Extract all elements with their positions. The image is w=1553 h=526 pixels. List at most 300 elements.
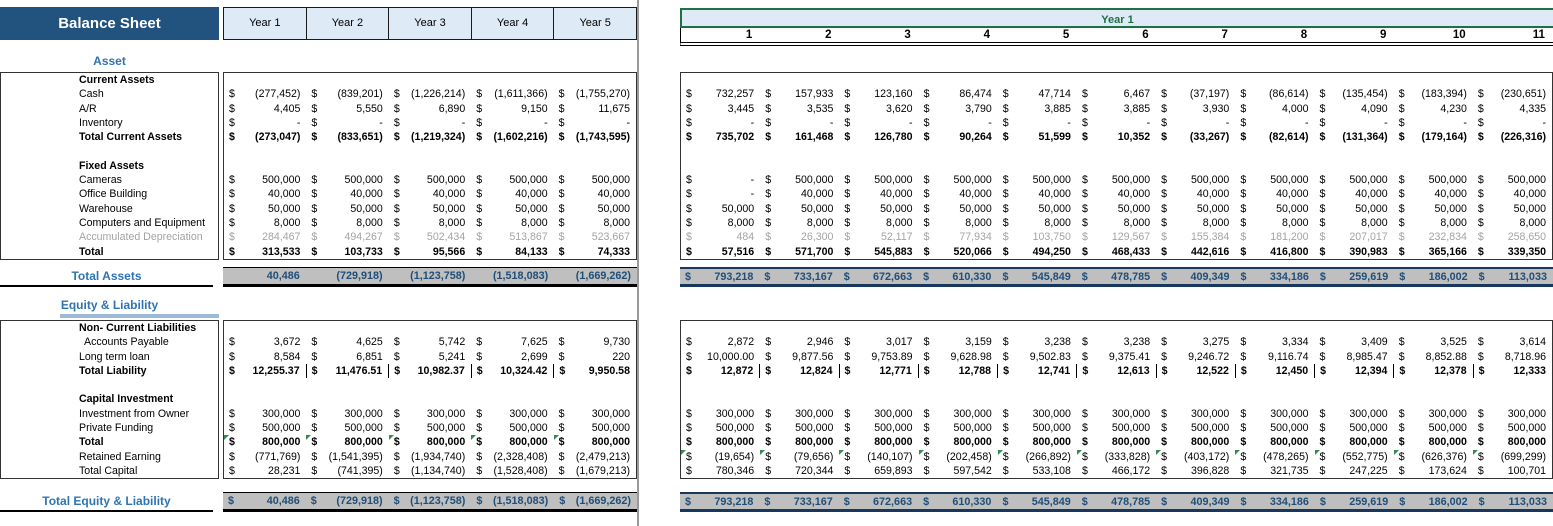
year-header-year-4[interactable]: Year 4 bbox=[472, 7, 555, 40]
cell[interactable] bbox=[1156, 245, 1235, 259]
cell[interactable] bbox=[998, 350, 1077, 364]
cell[interactable] bbox=[224, 421, 306, 435]
cell[interactable] bbox=[471, 102, 553, 116]
cell[interactable] bbox=[471, 350, 553, 364]
cell[interactable] bbox=[681, 464, 760, 478]
cell[interactable] bbox=[998, 245, 1077, 259]
cell[interactable] bbox=[1394, 335, 1473, 349]
cell[interactable] bbox=[389, 435, 471, 449]
total-cell[interactable] bbox=[1236, 494, 1315, 509]
cell[interactable] bbox=[1315, 407, 1394, 421]
cell[interactable] bbox=[1077, 364, 1156, 378]
cell[interactable] bbox=[1473, 173, 1552, 187]
cell[interactable] bbox=[760, 130, 839, 144]
total-cell[interactable] bbox=[223, 493, 306, 509]
cell[interactable] bbox=[1156, 202, 1235, 216]
row-label-private-funding[interactable]: Private Funding bbox=[79, 422, 154, 435]
cell[interactable] bbox=[224, 407, 306, 421]
cell[interactable] bbox=[1473, 335, 1552, 349]
cell[interactable] bbox=[760, 187, 839, 201]
cell[interactable] bbox=[839, 407, 918, 421]
cell[interactable] bbox=[224, 245, 306, 259]
total-cell[interactable] bbox=[1077, 494, 1156, 509]
month-header-9[interactable]: 9 bbox=[1379, 29, 1387, 41]
cell[interactable] bbox=[1235, 216, 1314, 230]
asset-section-heading[interactable]: Asset bbox=[93, 54, 126, 68]
cell[interactable] bbox=[1394, 87, 1473, 101]
cell[interactable] bbox=[1156, 421, 1235, 435]
cell[interactable] bbox=[760, 116, 839, 130]
cell[interactable] bbox=[1315, 364, 1394, 378]
cell[interactable] bbox=[760, 350, 839, 364]
cell[interactable] bbox=[1473, 187, 1552, 201]
cell[interactable] bbox=[389, 421, 471, 435]
cell[interactable] bbox=[554, 230, 636, 244]
cell[interactable] bbox=[1394, 435, 1473, 449]
row-label-total-liability[interactable]: Total Liability bbox=[79, 364, 147, 377]
month-header-2[interactable]: 2 bbox=[825, 29, 832, 41]
cell[interactable] bbox=[1394, 464, 1473, 478]
equity-section-heading[interactable]: Equity & Liability bbox=[60, 298, 159, 312]
month-header-11[interactable]: 11 bbox=[1532, 29, 1545, 41]
cell[interactable] bbox=[306, 407, 388, 421]
cell[interactable] bbox=[1156, 464, 1235, 478]
cell[interactable] bbox=[681, 421, 760, 435]
total-cell[interactable] bbox=[389, 268, 472, 284]
total-cell[interactable] bbox=[1077, 269, 1156, 284]
cell[interactable] bbox=[224, 173, 306, 187]
cell[interactable] bbox=[998, 335, 1077, 349]
cell[interactable] bbox=[839, 335, 918, 349]
cell[interactable] bbox=[760, 230, 839, 244]
year1-banner[interactable] bbox=[680, 8, 1553, 28]
cell[interactable] bbox=[1315, 230, 1394, 244]
cell[interactable] bbox=[1394, 202, 1473, 216]
cell[interactable] bbox=[839, 202, 918, 216]
cell[interactable] bbox=[919, 230, 998, 244]
month-header-3[interactable]: 3 bbox=[904, 29, 911, 41]
cell[interactable] bbox=[224, 435, 306, 449]
cell[interactable] bbox=[554, 421, 636, 435]
total-cell[interactable] bbox=[918, 269, 997, 284]
cell[interactable] bbox=[1157, 364, 1236, 378]
total-assets-label[interactable]: Total Assets bbox=[0, 267, 213, 287]
cell[interactable] bbox=[1235, 435, 1314, 449]
total-cell[interactable] bbox=[471, 493, 554, 509]
cell[interactable] bbox=[224, 464, 306, 478]
cell[interactable] bbox=[389, 87, 471, 101]
row-label-capital-investment[interactable]: Capital Investment bbox=[79, 393, 174, 406]
cell[interactable] bbox=[389, 187, 471, 201]
cell[interactable] bbox=[998, 116, 1077, 130]
cell[interactable] bbox=[306, 173, 388, 187]
cell[interactable] bbox=[1077, 116, 1156, 130]
row-label-computers-and-equipment[interactable]: Computers and Equipment bbox=[79, 216, 206, 229]
cell[interactable] bbox=[1077, 350, 1156, 364]
cell[interactable] bbox=[306, 230, 388, 244]
cell[interactable] bbox=[1235, 350, 1314, 364]
cell[interactable] bbox=[1315, 350, 1394, 364]
cell[interactable] bbox=[306, 335, 388, 349]
cell[interactable] bbox=[471, 116, 553, 130]
cell[interactable] bbox=[1235, 450, 1314, 464]
row-label-accumulated-depreciation[interactable]: Accumulated Depreciation bbox=[79, 231, 203, 244]
cell[interactable] bbox=[1315, 464, 1394, 478]
cell[interactable] bbox=[1315, 173, 1394, 187]
cell[interactable] bbox=[554, 364, 636, 378]
cell[interactable] bbox=[839, 87, 918, 101]
cell[interactable] bbox=[1077, 435, 1156, 449]
cell[interactable] bbox=[681, 102, 760, 116]
total-cell[interactable] bbox=[389, 493, 472, 509]
cell[interactable] bbox=[306, 245, 388, 259]
cell[interactable] bbox=[224, 350, 306, 364]
cell[interactable] bbox=[998, 421, 1077, 435]
cell[interactable] bbox=[1077, 407, 1156, 421]
cell[interactable] bbox=[1235, 335, 1314, 349]
cell[interactable] bbox=[839, 421, 918, 435]
row-label-total-capital[interactable]: Total Capital bbox=[79, 464, 138, 477]
cell[interactable] bbox=[306, 87, 388, 101]
total-cell[interactable] bbox=[1236, 269, 1315, 284]
cell[interactable] bbox=[681, 435, 760, 449]
cell[interactable] bbox=[1315, 202, 1394, 216]
month-header-6[interactable]: 6 bbox=[1142, 29, 1149, 41]
cell[interactable] bbox=[839, 173, 918, 187]
cell[interactable] bbox=[389, 450, 471, 464]
total-cell[interactable] bbox=[839, 494, 918, 509]
cell[interactable] bbox=[307, 364, 390, 378]
cell[interactable] bbox=[1077, 130, 1156, 144]
cell[interactable] bbox=[919, 464, 998, 478]
cell[interactable] bbox=[919, 202, 998, 216]
cell[interactable] bbox=[1394, 421, 1473, 435]
cell[interactable] bbox=[1235, 230, 1314, 244]
row-label-a-r[interactable]: A/R bbox=[79, 102, 97, 115]
cell[interactable] bbox=[224, 116, 306, 130]
cell[interactable] bbox=[554, 116, 636, 130]
cell[interactable] bbox=[681, 364, 760, 378]
cell[interactable] bbox=[919, 335, 998, 349]
cell[interactable] bbox=[1473, 421, 1552, 435]
cell[interactable] bbox=[306, 187, 388, 201]
cell[interactable] bbox=[998, 407, 1077, 421]
cell[interactable] bbox=[760, 87, 839, 101]
year-header-year-3[interactable]: Year 3 bbox=[389, 7, 472, 40]
cell[interactable] bbox=[998, 435, 1077, 449]
cell[interactable] bbox=[1315, 216, 1394, 230]
cell[interactable] bbox=[1156, 350, 1235, 364]
total-cell[interactable] bbox=[680, 494, 759, 509]
total-cell[interactable] bbox=[1156, 269, 1235, 284]
cell[interactable] bbox=[1235, 130, 1314, 144]
cell[interactable] bbox=[554, 464, 636, 478]
cell[interactable] bbox=[1315, 435, 1394, 449]
cell[interactable] bbox=[1473, 202, 1552, 216]
cell[interactable] bbox=[1235, 102, 1314, 116]
cell[interactable] bbox=[389, 116, 471, 130]
cell[interactable] bbox=[471, 130, 553, 144]
cell[interactable] bbox=[839, 464, 918, 478]
total-cell[interactable] bbox=[759, 269, 838, 284]
cell[interactable] bbox=[839, 102, 918, 116]
cell[interactable] bbox=[681, 335, 760, 349]
cell[interactable] bbox=[919, 87, 998, 101]
cell[interactable] bbox=[306, 102, 388, 116]
cell[interactable] bbox=[554, 87, 636, 101]
cell[interactable] bbox=[224, 202, 306, 216]
cell[interactable] bbox=[998, 102, 1077, 116]
row-label-total[interactable]: Total bbox=[79, 436, 104, 449]
cell[interactable] bbox=[760, 435, 839, 449]
cell[interactable] bbox=[760, 407, 839, 421]
cell[interactable] bbox=[471, 216, 553, 230]
cell[interactable] bbox=[554, 216, 636, 230]
cell[interactable] bbox=[1235, 187, 1314, 201]
cell[interactable] bbox=[919, 173, 998, 187]
cell[interactable] bbox=[554, 202, 636, 216]
row-label-long-term-loan[interactable]: Long term loan bbox=[79, 350, 150, 363]
total-cell[interactable] bbox=[306, 493, 389, 509]
cell[interactable] bbox=[1473, 435, 1552, 449]
cell[interactable] bbox=[554, 187, 636, 201]
cell[interactable] bbox=[1315, 335, 1394, 349]
cell[interactable] bbox=[760, 216, 839, 230]
cell[interactable] bbox=[1473, 230, 1552, 244]
cell[interactable] bbox=[1235, 464, 1314, 478]
cell[interactable] bbox=[306, 450, 388, 464]
cell[interactable] bbox=[554, 350, 636, 364]
cell[interactable] bbox=[1394, 102, 1473, 116]
total-cell[interactable] bbox=[839, 269, 918, 284]
cell[interactable] bbox=[1473, 87, 1552, 101]
cell[interactable] bbox=[306, 116, 388, 130]
cell[interactable] bbox=[1156, 450, 1235, 464]
row-label-total-current-assets[interactable]: Total Current Assets bbox=[79, 131, 183, 144]
month-header-4[interactable]: 4 bbox=[983, 29, 991, 41]
cell[interactable] bbox=[1315, 87, 1394, 101]
month-header-7[interactable]: 7 bbox=[1221, 29, 1228, 41]
cell[interactable] bbox=[471, 335, 553, 349]
total-cell[interactable] bbox=[918, 494, 997, 509]
total-cell[interactable] bbox=[1315, 269, 1394, 284]
cell[interactable] bbox=[1473, 464, 1552, 478]
sheet-title[interactable]: Balance Sheet bbox=[0, 7, 219, 40]
cell[interactable] bbox=[389, 335, 471, 349]
cell[interactable] bbox=[306, 350, 388, 364]
cell[interactable] bbox=[389, 407, 471, 421]
cell[interactable] bbox=[1156, 130, 1235, 144]
cell[interactable] bbox=[1156, 87, 1235, 101]
cell[interactable] bbox=[1077, 216, 1156, 230]
cell[interactable] bbox=[224, 187, 306, 201]
cell[interactable] bbox=[471, 245, 553, 259]
cell[interactable] bbox=[1156, 173, 1235, 187]
total-cell[interactable] bbox=[759, 494, 838, 509]
row-label-current-assets[interactable]: Current Assets bbox=[79, 74, 155, 86]
cell[interactable] bbox=[224, 364, 307, 378]
cell[interactable] bbox=[1156, 407, 1235, 421]
cell[interactable] bbox=[389, 464, 471, 478]
total-cell[interactable] bbox=[223, 268, 306, 284]
cell[interactable] bbox=[681, 130, 760, 144]
month-header-5[interactable]: 5 bbox=[1062, 29, 1070, 41]
cell[interactable] bbox=[471, 435, 553, 449]
cell[interactable] bbox=[1077, 230, 1156, 244]
cell[interactable] bbox=[998, 173, 1077, 187]
cell[interactable] bbox=[1235, 202, 1314, 216]
cell[interactable] bbox=[681, 173, 760, 187]
cell[interactable] bbox=[389, 350, 471, 364]
cell[interactable] bbox=[1315, 187, 1394, 201]
cell[interactable] bbox=[389, 130, 471, 144]
row-label-cameras[interactable]: Cameras bbox=[79, 174, 122, 187]
cell[interactable] bbox=[998, 202, 1077, 216]
cell[interactable] bbox=[760, 335, 839, 349]
cell[interactable] bbox=[1394, 245, 1473, 259]
cell[interactable] bbox=[839, 450, 918, 464]
cell[interactable] bbox=[1235, 245, 1314, 259]
cell[interactable] bbox=[839, 130, 918, 144]
cell[interactable] bbox=[471, 87, 553, 101]
cell[interactable] bbox=[1077, 102, 1156, 116]
total-cell[interactable] bbox=[554, 493, 637, 509]
cell[interactable] bbox=[389, 230, 471, 244]
cell[interactable] bbox=[919, 421, 998, 435]
cell[interactable] bbox=[1394, 407, 1473, 421]
cell[interactable] bbox=[1473, 130, 1552, 144]
cell[interactable] bbox=[554, 450, 636, 464]
cell[interactable] bbox=[224, 335, 306, 349]
cell[interactable] bbox=[389, 173, 471, 187]
cell[interactable] bbox=[1236, 364, 1315, 378]
cell[interactable] bbox=[389, 202, 471, 216]
cell[interactable] bbox=[1394, 230, 1473, 244]
cell[interactable] bbox=[1394, 130, 1473, 144]
month-header-8[interactable]: 8 bbox=[1300, 29, 1308, 41]
row-label-non-current-liabilities[interactable]: Non- Current Liabilities bbox=[79, 322, 197, 334]
cell[interactable] bbox=[224, 130, 306, 144]
cell[interactable] bbox=[681, 87, 760, 101]
cell[interactable] bbox=[998, 464, 1077, 478]
cell[interactable] bbox=[1394, 116, 1473, 130]
cell[interactable] bbox=[760, 421, 839, 435]
cell[interactable] bbox=[919, 407, 998, 421]
cell[interactable] bbox=[224, 87, 306, 101]
cell[interactable] bbox=[839, 435, 918, 449]
cell[interactable] bbox=[681, 350, 760, 364]
row-label-warehouse[interactable]: Warehouse bbox=[79, 202, 133, 215]
total-cell[interactable] bbox=[1315, 494, 1394, 509]
cell[interactable] bbox=[1156, 116, 1235, 130]
row-label-accounts-payable[interactable]: Accounts Payable bbox=[84, 336, 169, 349]
cell[interactable] bbox=[554, 435, 636, 449]
cell[interactable] bbox=[1394, 216, 1473, 230]
cell[interactable] bbox=[389, 102, 471, 116]
cell[interactable] bbox=[839, 350, 918, 364]
cell[interactable] bbox=[998, 230, 1077, 244]
cell[interactable] bbox=[919, 364, 998, 378]
cell[interactable] bbox=[224, 230, 306, 244]
cell[interactable] bbox=[1077, 464, 1156, 478]
cell[interactable] bbox=[919, 130, 998, 144]
cell[interactable] bbox=[998, 187, 1077, 201]
cell[interactable] bbox=[306, 216, 388, 230]
cell[interactable] bbox=[919, 102, 998, 116]
cell[interactable] bbox=[471, 464, 553, 478]
cell[interactable] bbox=[1315, 116, 1394, 130]
cell[interactable] bbox=[471, 407, 553, 421]
cell[interactable] bbox=[919, 245, 998, 259]
row-label-office-building[interactable]: Office Building bbox=[79, 188, 148, 201]
cell[interactable] bbox=[1077, 202, 1156, 216]
cell[interactable] bbox=[306, 130, 388, 144]
cell[interactable] bbox=[1394, 350, 1473, 364]
cell[interactable] bbox=[1473, 450, 1552, 464]
cell[interactable] bbox=[681, 450, 760, 464]
cell[interactable] bbox=[1156, 230, 1235, 244]
total-cell[interactable] bbox=[1474, 269, 1553, 284]
cell[interactable] bbox=[760, 245, 839, 259]
total-equity-liability-label[interactable]: Total Equity & Liability bbox=[0, 492, 213, 512]
cell[interactable] bbox=[998, 130, 1077, 144]
cell[interactable] bbox=[1473, 216, 1552, 230]
row-label-retained-earning[interactable]: Retained Earning bbox=[79, 450, 161, 463]
cell[interactable] bbox=[554, 335, 636, 349]
cell[interactable] bbox=[471, 173, 553, 187]
cell[interactable] bbox=[760, 450, 839, 464]
row-label-total[interactable]: Total bbox=[79, 245, 104, 258]
cell[interactable] bbox=[681, 230, 760, 244]
cell[interactable] bbox=[389, 364, 472, 378]
total-cell[interactable] bbox=[1156, 494, 1235, 509]
year-header-year-2[interactable]: Year 2 bbox=[307, 7, 390, 40]
cell[interactable] bbox=[760, 173, 839, 187]
cell[interactable] bbox=[919, 187, 998, 201]
cell[interactable] bbox=[760, 102, 839, 116]
cell[interactable] bbox=[1394, 173, 1473, 187]
cell[interactable] bbox=[1156, 102, 1235, 116]
cell[interactable] bbox=[1235, 407, 1314, 421]
cell[interactable] bbox=[1473, 350, 1552, 364]
cell[interactable] bbox=[224, 102, 306, 116]
total-cell[interactable] bbox=[554, 268, 637, 284]
cell[interactable] bbox=[471, 450, 553, 464]
cell[interactable] bbox=[1077, 450, 1156, 464]
cell[interactable] bbox=[681, 216, 760, 230]
cell[interactable] bbox=[1473, 245, 1552, 259]
cell[interactable] bbox=[1473, 407, 1552, 421]
cell[interactable] bbox=[389, 216, 471, 230]
cell[interactable] bbox=[760, 202, 839, 216]
cell[interactable] bbox=[1315, 245, 1394, 259]
cell[interactable] bbox=[1235, 116, 1314, 130]
cell[interactable] bbox=[306, 202, 388, 216]
cell[interactable] bbox=[472, 364, 555, 378]
cell[interactable] bbox=[1394, 187, 1473, 201]
cell[interactable] bbox=[681, 116, 760, 130]
total-cell[interactable] bbox=[306, 268, 389, 284]
cell[interactable] bbox=[471, 421, 553, 435]
cell[interactable] bbox=[760, 464, 839, 478]
cell[interactable] bbox=[919, 450, 998, 464]
cell[interactable] bbox=[1474, 364, 1552, 378]
total-cell[interactable] bbox=[1394, 494, 1473, 509]
cell[interactable] bbox=[1156, 335, 1235, 349]
row-label-investment-from-owner[interactable]: Investment from Owner bbox=[79, 407, 190, 420]
cell[interactable] bbox=[919, 116, 998, 130]
cell[interactable] bbox=[919, 435, 998, 449]
